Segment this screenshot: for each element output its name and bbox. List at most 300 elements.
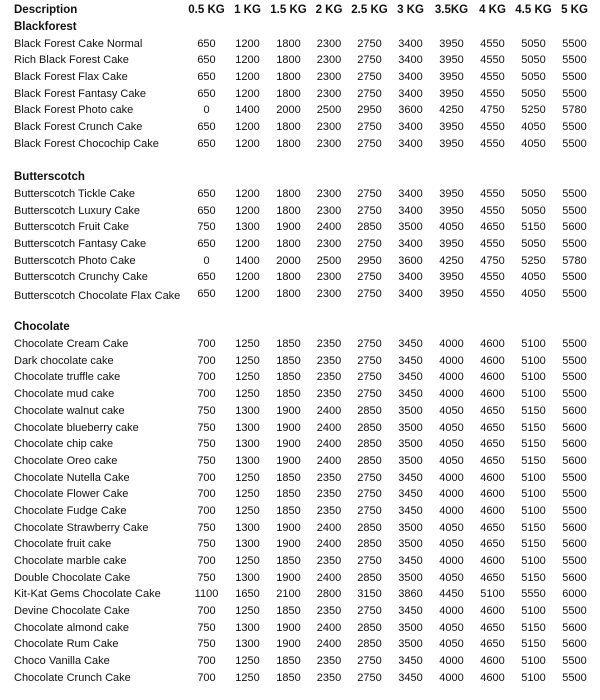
price-cell: 1200 [235, 288, 260, 300]
price-cell: 1200 [235, 187, 260, 200]
price-cell: 4050 [439, 404, 464, 417]
price-cell: 3500 [398, 521, 423, 534]
price-cell: 5150 [521, 404, 546, 417]
price-cell: 3950 [439, 121, 464, 134]
price-cell: 3450 [398, 555, 423, 568]
price-cell: 2750 [357, 388, 382, 401]
table-row [14, 104, 595, 121]
price-cell: 3500 [398, 221, 423, 234]
price-cell: 3400 [398, 87, 423, 100]
price-cell: 5250 [521, 104, 546, 117]
price-cell: 4650 [480, 421, 505, 434]
price-cell: 5150 [521, 638, 546, 651]
price-cell: 650 [197, 271, 216, 284]
cake-name: Chocolate Nutella Cake [14, 471, 130, 484]
weight-header-5: 3 KG [397, 4, 424, 16]
cake-name: Black Forest Photo cake [14, 104, 134, 117]
price-cell: 0 [203, 104, 210, 117]
cake-name: Devine Chocolate Cake [14, 605, 130, 618]
price-cell: 2750 [357, 371, 382, 384]
price-cell: 5150 [521, 438, 546, 451]
price-cell: 4600 [480, 354, 505, 367]
price-cell: 4550 [480, 71, 505, 84]
table-row [14, 588, 595, 605]
table-row [14, 672, 595, 689]
price-cell: 2850 [357, 454, 382, 467]
price-cell: 5600 [562, 521, 587, 534]
table-row [14, 88, 595, 105]
price-cell: 3400 [398, 237, 423, 250]
table-row [14, 138, 595, 155]
price-cell: 2850 [357, 521, 382, 534]
price-cell: 5550 [521, 588, 546, 601]
price-cell: 5600 [562, 638, 587, 651]
price-cell: 3500 [398, 638, 423, 651]
price-cell: 4250 [439, 104, 464, 117]
price-cell: 3400 [398, 137, 423, 150]
price-cell: 5500 [562, 338, 587, 351]
cake-name: Black Forest Cake Normal [14, 37, 143, 50]
price-cell: 750 [197, 221, 216, 234]
price-cell: 1800 [276, 137, 301, 150]
price-cell: 650 [197, 87, 216, 100]
price-cell: 2400 [316, 438, 342, 451]
price-cell: 1800 [276, 54, 301, 67]
price-cell: 1900 [276, 571, 301, 584]
price-cell: 700 [197, 471, 216, 484]
price-cell: 1800 [276, 271, 301, 284]
price-cell: 650 [197, 37, 216, 50]
price-cell: 5100 [521, 504, 546, 517]
price-cell: 2300 [316, 121, 342, 134]
spacer-cell [14, 155, 595, 172]
price-cell: 650 [197, 187, 216, 200]
price-cell: 3450 [398, 504, 423, 517]
cake-name: Chocolate Rum Cake [14, 638, 119, 651]
price-cell: 5600 [562, 621, 587, 634]
price-cell: 4000 [439, 488, 464, 501]
price-cell: 2350 [316, 388, 342, 401]
table-row [14, 355, 595, 372]
price-cell: 5780 [562, 104, 587, 117]
price-cell: 1850 [276, 354, 301, 367]
price-cell: 5500 [562, 671, 587, 684]
price-cell: 700 [197, 555, 216, 568]
price-cell: 5600 [562, 404, 587, 417]
price-cell: 2750 [357, 354, 382, 367]
price-cell: 5600 [562, 538, 587, 551]
price-cell: 2400 [316, 421, 342, 434]
price-cell: 4250 [439, 254, 464, 267]
price-cell: 1300 [235, 538, 260, 551]
price-cell: 1300 [235, 621, 260, 634]
weight-header-6: 3.5KG [434, 4, 469, 16]
price-cell: 3400 [398, 54, 423, 67]
table-row [14, 488, 595, 505]
cake-name: Chocolate Fudge Cake [14, 504, 127, 517]
price-cell: 3450 [398, 605, 423, 618]
price-cell: 1250 [235, 338, 260, 351]
price-cell: 2350 [316, 655, 342, 668]
price-cell: 4050 [439, 454, 464, 467]
price-cell: 1850 [276, 488, 301, 501]
price-cell: 3950 [439, 54, 464, 67]
price-cell: 1800 [276, 121, 301, 134]
price-cell: 1300 [235, 438, 260, 451]
price-cell: 4000 [439, 504, 464, 517]
price-cell: 4050 [439, 421, 464, 434]
price-cell: 4050 [439, 521, 464, 534]
price-cell: 3450 [398, 655, 423, 668]
section-title: Butterscotch [14, 171, 85, 184]
price-cell: 3950 [439, 271, 464, 284]
price-cell: 4650 [480, 538, 505, 551]
price-cell: 1250 [235, 354, 260, 367]
table-row [14, 555, 595, 572]
price-cell: 4000 [439, 388, 464, 401]
cake-name: Chocolate blueberry cake [14, 421, 139, 434]
price-cell: 3500 [398, 621, 423, 634]
price-cell: 4650 [480, 438, 505, 451]
price-cell: 2850 [357, 571, 382, 584]
price-cell: 4600 [480, 555, 505, 568]
price-cell: 4650 [480, 621, 505, 634]
price-cell: 1250 [235, 504, 260, 517]
price-cell: 1250 [235, 388, 260, 401]
price-cell: 1900 [276, 621, 301, 634]
price-cell: 1850 [276, 655, 301, 668]
price-cell: 4600 [480, 388, 505, 401]
price-cell: 700 [197, 338, 216, 351]
table-row [14, 205, 595, 222]
price-cell: 650 [197, 71, 216, 84]
table-row [14, 221, 595, 238]
price-cell: 1800 [276, 204, 301, 217]
price-cell: 2850 [357, 404, 382, 417]
price-cell: 5500 [562, 271, 587, 284]
cake-name: Black Forest Chocochip Cake [14, 137, 159, 150]
price-cell: 1200 [235, 37, 260, 50]
table-row [14, 455, 595, 472]
price-cell: 1800 [276, 71, 301, 84]
spacer-cell [14, 305, 595, 322]
price-cell: 2300 [316, 187, 342, 200]
weight-header-2: 1.5 KG [270, 4, 307, 16]
price-cell: 1250 [235, 555, 260, 568]
price-cell: 2950 [357, 104, 382, 117]
price-cell: 1250 [235, 605, 260, 618]
price-cell: 5150 [521, 521, 546, 534]
price-cell: 2350 [316, 471, 342, 484]
cake-name: Dark chocolate cake [14, 354, 114, 367]
price-cell: 1300 [235, 521, 260, 534]
table-row [14, 538, 595, 555]
table-row [14, 338, 595, 355]
section-header-row [14, 171, 595, 188]
price-cell: 5100 [521, 488, 546, 501]
cake-name: Rich Black Forest Cake [14, 54, 129, 67]
price-cell: 3500 [398, 421, 423, 434]
price-cell: 4550 [480, 204, 505, 217]
price-cell: 650 [197, 204, 216, 217]
price-cell: 1250 [235, 671, 260, 684]
price-cell: 5500 [562, 54, 587, 67]
cake-name: Black Forest Fantasy Cake [14, 87, 147, 100]
price-cell: 4050 [439, 571, 464, 584]
price-cell: 4750 [480, 254, 505, 267]
price-cell: 1300 [235, 638, 260, 651]
price-cell: 4050 [439, 621, 464, 634]
section-spacer [14, 305, 595, 322]
price-cell: 3950 [439, 288, 464, 300]
price-cell: 4750 [480, 104, 505, 117]
price-cell: 4600 [480, 605, 505, 618]
price-cell: 3950 [439, 37, 464, 50]
price-cell: 1900 [276, 421, 301, 434]
price-cell: 1200 [235, 87, 260, 100]
price-cell: 2750 [357, 288, 382, 300]
price-cell: 3500 [398, 538, 423, 551]
table-row [14, 622, 595, 639]
price-cell: 1400 [235, 254, 260, 267]
price-cell: 1100 [194, 588, 219, 601]
price-cell: 700 [197, 371, 216, 384]
table-row [14, 54, 595, 71]
price-cell: 5500 [562, 204, 587, 217]
table-row [14, 655, 595, 672]
section-spacer [14, 155, 595, 172]
price-cell: 5500 [562, 187, 587, 200]
price-cell: 4000 [439, 671, 464, 684]
price-cell: 3950 [439, 237, 464, 250]
cake-name: Chocolate chip cake [14, 438, 114, 451]
cake-name: Butterscotch Luxury Cake [14, 204, 140, 217]
section-title: Blackforest [14, 21, 77, 33]
price-cell: 5050 [521, 187, 546, 200]
price-cell: 0 [203, 254, 210, 267]
price-cell: 5600 [562, 571, 587, 584]
price-cell: 5100 [521, 338, 546, 351]
price-cell: 5050 [521, 204, 546, 217]
price-cell: 2350 [316, 555, 342, 568]
price-cell: 4600 [480, 371, 505, 384]
price-cell: 2750 [357, 121, 382, 134]
price-cell: 650 [197, 288, 216, 300]
price-cell: 2750 [357, 87, 382, 100]
cake-name: Black Forest Flax Cake [14, 71, 128, 84]
cake-name: Double Chocolate Cake [14, 571, 131, 584]
price-cell: 700 [197, 488, 216, 501]
price-cell: 5600 [562, 454, 587, 467]
price-cell: 2350 [316, 671, 342, 684]
table-row [14, 71, 595, 88]
price-cell: 700 [197, 354, 216, 367]
price-cell: 2500 [316, 254, 342, 267]
weight-header-7: 4 KG [479, 4, 506, 16]
price-cell: 4650 [480, 404, 505, 417]
price-cell: 1900 [276, 438, 301, 451]
price-cell: 2750 [357, 504, 382, 517]
price-cell: 3450 [398, 371, 423, 384]
price-cell: 3950 [439, 87, 464, 100]
price-cell: 1900 [276, 538, 301, 551]
cake-name: Chocolate almond cake [14, 621, 129, 634]
price-cell: 1900 [276, 454, 301, 467]
price-cell: 1800 [276, 37, 301, 50]
price-cell: 3500 [398, 454, 423, 467]
price-cell: 2800 [316, 588, 342, 601]
price-cell: 4550 [480, 137, 505, 150]
price-cell: 2000 [276, 104, 301, 117]
price-cell: 3400 [398, 187, 423, 200]
price-cell: 650 [197, 237, 216, 250]
price-cell: 3150 [357, 588, 382, 601]
table-row [14, 505, 595, 522]
price-cell: 4550 [480, 87, 505, 100]
price-cell: 5500 [562, 121, 587, 134]
price-cell: 4550 [480, 237, 505, 250]
price-cell: 2400 [316, 521, 342, 534]
price-cell: 2750 [357, 54, 382, 67]
price-cell: 5050 [521, 37, 546, 50]
price-cell: 750 [197, 454, 216, 467]
price-cell: 1300 [235, 421, 260, 434]
price-cell: 1300 [235, 404, 260, 417]
price-cell: 3500 [398, 438, 423, 451]
price-cell: 1800 [276, 187, 301, 200]
price-cell: 2300 [316, 237, 342, 250]
price-cell: 1250 [235, 488, 260, 501]
price-cell: 2750 [357, 488, 382, 501]
price-cell: 3500 [398, 404, 423, 417]
price-cell: 4650 [480, 521, 505, 534]
price-cell: 2850 [357, 538, 382, 551]
price-cell: 5100 [480, 588, 505, 601]
table-row [14, 472, 595, 489]
price-cell: 5500 [562, 37, 587, 50]
price-cell: 1850 [276, 371, 301, 384]
price-cell: 4050 [521, 121, 546, 134]
price-cell: 3950 [439, 137, 464, 150]
price-cell: 5500 [562, 388, 587, 401]
cake-name: Chocolate Oreo cake [14, 454, 118, 467]
weight-header-3: 2 KG [315, 4, 343, 16]
cake-name: Chocolate mud cake [14, 388, 115, 401]
price-cell: 2350 [316, 488, 342, 501]
table-row [14, 522, 595, 539]
price-cell: 5150 [521, 538, 546, 551]
price-cell: 4600 [480, 504, 505, 517]
price-cell: 4450 [439, 588, 464, 601]
price-cell: 2750 [357, 671, 382, 684]
cake-name: Chocolate truffle cake [14, 371, 121, 384]
price-cell: 2300 [316, 87, 342, 100]
price-cell: 700 [197, 388, 216, 401]
table-row [14, 638, 595, 655]
price-cell: 2350 [316, 504, 342, 517]
price-cell: 700 [197, 671, 216, 684]
price-cell: 1850 [276, 388, 301, 401]
price-cell: 700 [197, 655, 216, 668]
price-cell: 6000 [562, 588, 587, 601]
price-cell: 1250 [235, 371, 260, 384]
price-cell: 1850 [276, 605, 301, 618]
price-cell: 750 [197, 571, 216, 584]
table-row [14, 422, 595, 439]
price-cell: 750 [197, 438, 216, 451]
price-cell: 5150 [521, 621, 546, 634]
price-cell: 4050 [521, 271, 546, 284]
section-title: Chocolate [14, 321, 70, 334]
price-table [14, 4, 595, 689]
price-cell: 5050 [521, 71, 546, 84]
price-cell: 650 [197, 137, 216, 150]
cake-name: Black Forest Crunch Cake [14, 121, 143, 134]
price-cell: 5500 [562, 71, 587, 84]
price-cell: 1200 [235, 204, 260, 217]
price-cell: 1800 [276, 288, 301, 300]
price-cell: 2350 [316, 605, 342, 618]
price-cell: 1900 [276, 404, 301, 417]
price-cell: 3400 [398, 71, 423, 84]
price-cell: 700 [197, 504, 216, 517]
price-cell: 4650 [480, 571, 505, 584]
price-table-body [14, 21, 595, 689]
price-cell: 2400 [316, 638, 342, 651]
price-cell: 750 [197, 621, 216, 634]
table-row [14, 388, 595, 405]
price-cell: 4050 [521, 288, 546, 300]
price-cell: 3400 [398, 37, 423, 50]
cake-name: Choco Vanilla Cake [14, 655, 110, 668]
price-cell: 5100 [521, 605, 546, 618]
description-header: Description [14, 4, 78, 16]
price-cell: 1200 [235, 71, 260, 84]
cake-name: Butterscotch Fruit Cake [14, 221, 129, 234]
price-cell: 5100 [521, 471, 546, 484]
table-row [14, 121, 595, 138]
table-row [14, 271, 595, 288]
price-cell: 4600 [480, 655, 505, 668]
price-cell: 1250 [235, 471, 260, 484]
price-cell: 1900 [276, 221, 301, 234]
table-row [14, 188, 595, 205]
price-cell: 1800 [276, 237, 301, 250]
price-cell: 1800 [276, 87, 301, 100]
cake-name: Butterscotch Crunchy Cake [14, 271, 148, 284]
price-cell: 4600 [480, 488, 505, 501]
price-cell: 4050 [439, 438, 464, 451]
price-cell: 3400 [398, 271, 423, 284]
price-cell: 4600 [480, 471, 505, 484]
price-cell: 2750 [357, 37, 382, 50]
price-cell: 750 [197, 404, 216, 417]
price-cell: 4000 [439, 555, 464, 568]
price-cell: 2750 [357, 271, 382, 284]
price-cell: 4550 [480, 271, 505, 284]
price-cell: 1200 [235, 271, 260, 284]
weight-header-0: 0.5 KG [188, 4, 225, 16]
price-cell: 2300 [316, 137, 342, 150]
price-cell: 4650 [480, 454, 505, 467]
price-cell: 5100 [521, 655, 546, 668]
section-header-row [14, 321, 595, 338]
price-cell: 2750 [357, 338, 382, 351]
price-cell: 750 [197, 521, 216, 534]
cake-name: Butterscotch Chocolate Flax Cake [14, 290, 181, 302]
price-cell: 2850 [357, 638, 382, 651]
price-cell: 2400 [316, 621, 342, 634]
